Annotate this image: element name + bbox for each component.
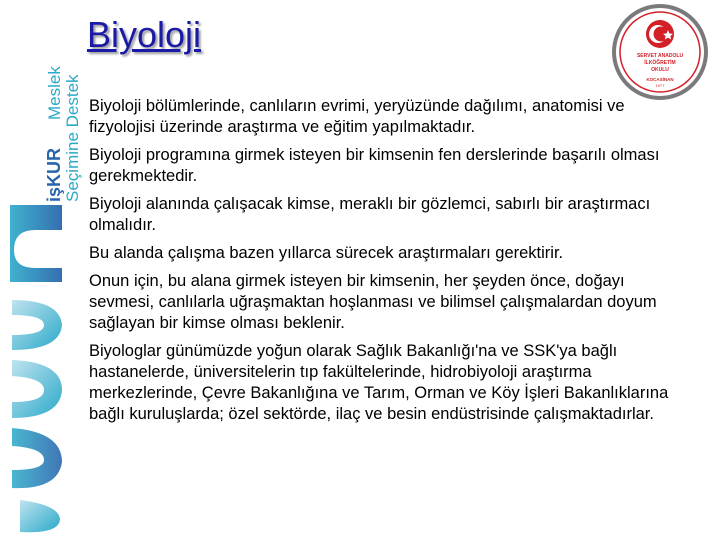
logo-line-seçimine-destek: Seçimine Destek [63,74,82,202]
iskur-vertical-brand [30,0,82,205]
logo-stroke-m3 [12,428,62,488]
logo-stroke-m1 [12,300,62,350]
seal-text-mid2: OKULU [651,67,669,73]
logo-stroke-m2 [12,360,62,418]
logo-line-meslek: Meslek [45,66,64,120]
page-title: Biyoloji [87,14,202,55]
paragraph: Biyoloji programına girmek isteyen bir kimsenin fen derslerinde başarılı olması gerekmektedir. [89,146,660,185]
paragraph: Biyoloji bölümlerinde, canlıların evrimi, yeryüzünde dağılımı, anatomisi ve fizyolojisi üzerinde araştırma ve eğitim yapılmaktadır. [89,97,625,136]
seal-year: 1977 [655,83,665,88]
logo-brand-iskur: işKUR [44,147,64,202]
seal-text-mid1: İLKÖĞRETİM [644,60,676,66]
seal-text-bottom: KOCASİNAN [646,77,674,82]
school-seal-logo [612,4,708,100]
logo-stroke-i [20,500,60,532]
paragraph: Biyologlar günümüzde yoğun olarak Sağlık Bakanlığı'na ve SSK'ya bağlı hastanelerde, üniversitelerin tıp fakültelerinde, hidrobiyoloji araştırma merkezlerinde, Çevre Bakanlığına ve Tarım, Orman ve Köy İşleri Bakanlıklarına bağlı kuruluşlarda; özel sektörde, ilaç ve besin endüstrisinde çalışmaktadırlar. [89,342,669,423]
paragraph: Onun için, bu alana girmek isteyen bir kimsenin, her şeyden önce, doğayı sevmesi, canlılarla uğraşmaktan hoşlanması ve bilimsel çalışmalardan doyum sağlayan bir kimse olması beklenir. [89,272,657,332]
paragraph: Bu alanda çalışma bazen yıllarca sürecek araştırmaları gerektirir. [89,244,564,262]
paragraph: Biyoloji alanında çalışacak kimse, meraklı bir gözlemci, sabırlı bir araştırmacı olmalıdır. [89,195,651,234]
seal-text-top: SERVET ANADOLU [636,53,684,59]
logo-stroke-d [10,205,62,282]
content-paragraphs [89,96,679,432]
